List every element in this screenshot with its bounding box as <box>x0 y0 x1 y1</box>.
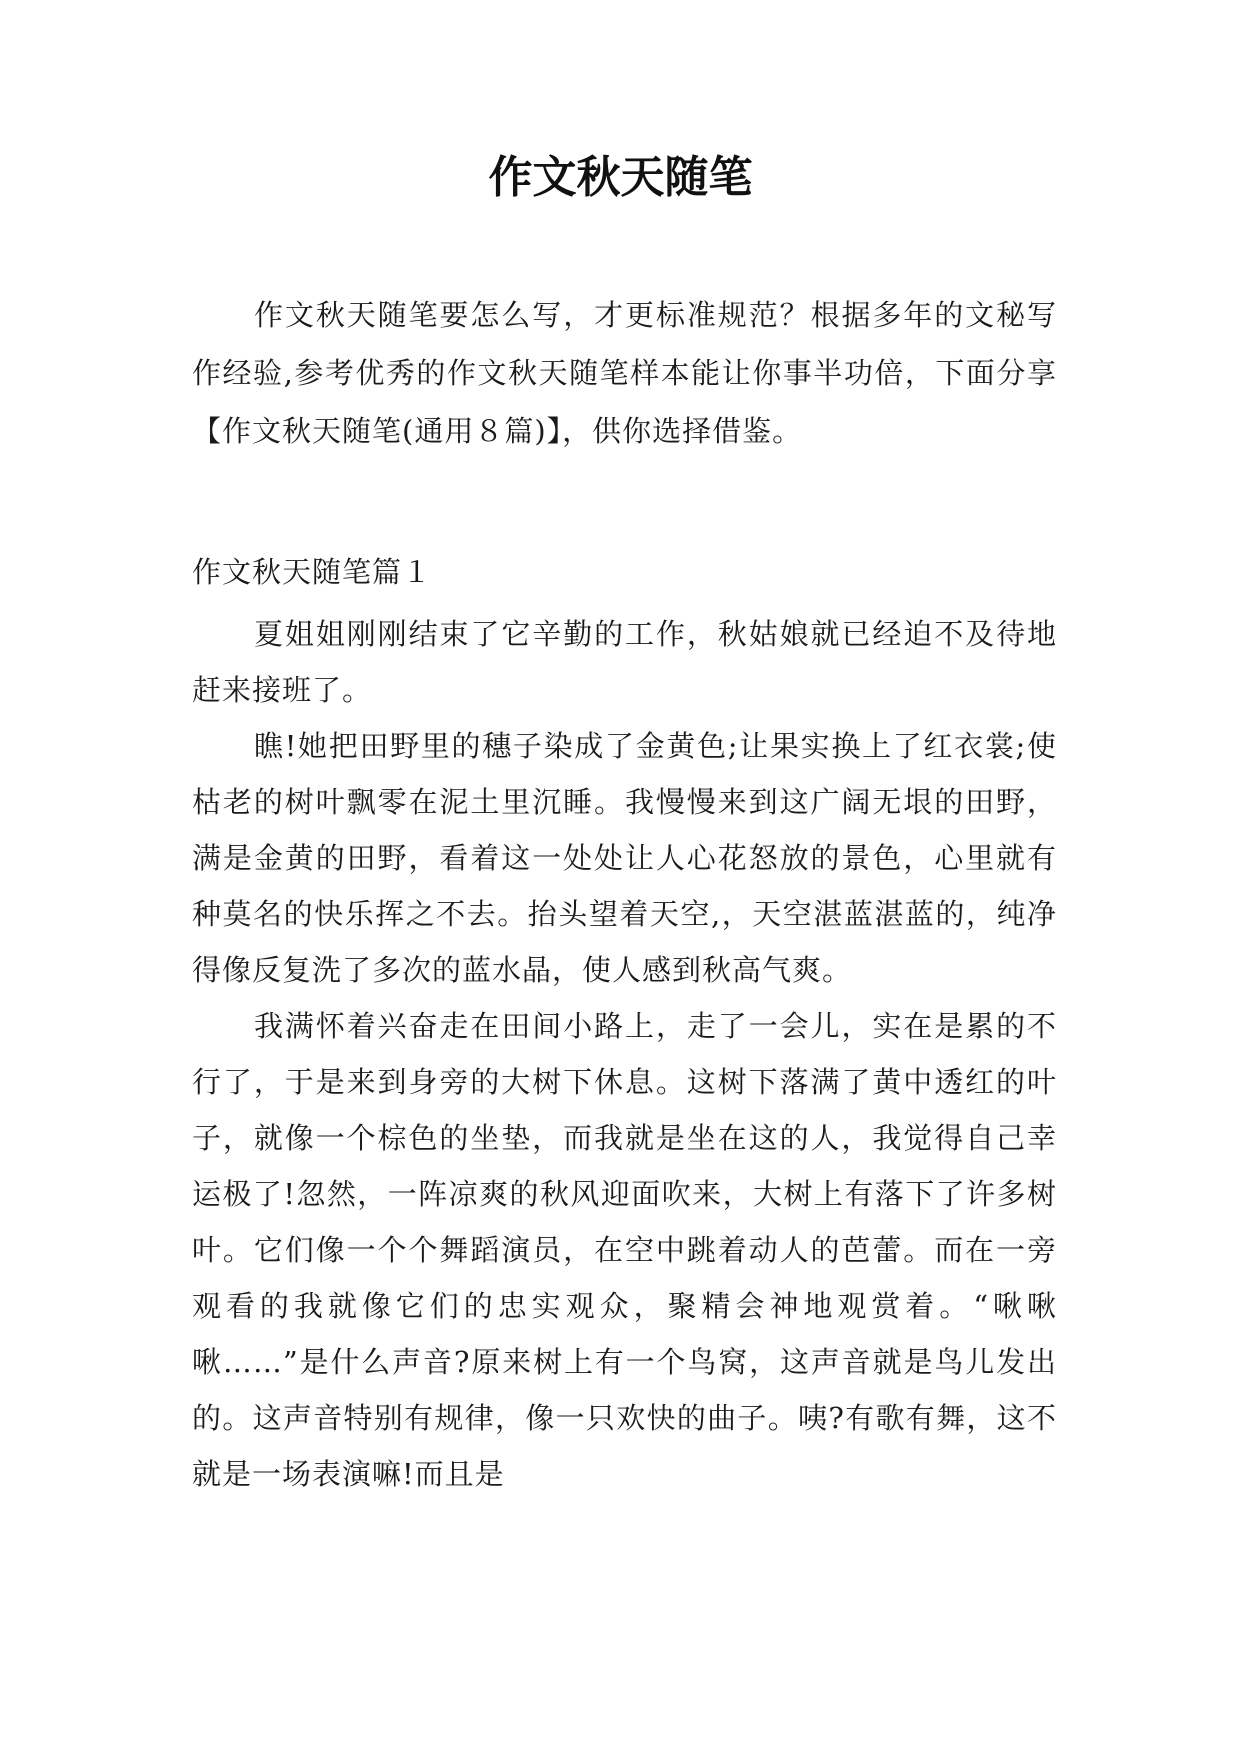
document-body <box>192 286 1057 1502</box>
document-title: 作文秋天随笔 <box>488 152 753 203</box>
body-paragraph: 夏姐姐刚刚结束了它辛勤的工作，秋姑娘就已经迫不及待地赶来接班了。 <box>192 617 1057 707</box>
body-paragraph: 瞧!她把田野里的穗子染成了金黄色;让果实换上了红衣裳;使枯老的树叶飘零在泥土里沉睡。我慢慢来到这广阔无垠的田野，满是金黄的田野，看着这一处处让人心花怒放的景色，心里就有种莫名的快乐挥之不去。抬头望着天空,，天空湛蓝湛蓝的，纯净得像反复洗了多次的蓝水晶，使人感到秋高气爽。 <box>192 729 1057 987</box>
section-heading: 作文秋天随笔篇１ <box>192 555 433 589</box>
intro-paragraph: 作文秋天随笔要怎么写，才更标准规范？根据多年的文秘写作经验,参考优秀的作文秋天随笔样本能让你事半功倍，下面分享【作文秋天随笔(通用８篇)】，供你选择借鉴。 <box>192 298 1057 448</box>
body-paragraph: 我满怀着兴奋走在田间小路上，走了一会儿，实在是累的不行了，于是来到身旁的大树下休息。这树下落满了黄中透红的叶子，就像一个棕色的坐垫，而我就是坐在这的人，我觉得自己幸运极了!忽然，一阵凉爽的秋风迎面吹来，大树上有落下了许多树叶。它们像一个个舞蹈演员，在空中跳着动人的芭蕾。而在一旁观看的我就像它们的忠实观众，聚精会神地观赏着。“啾啾啾……”是什么声音?原来树上有一个鸟窝，这声音就是鸟儿发出的。这声音特别有规律，像一只欢快的曲子。咦?有歌有舞，这不就是一场表演嘛!而且是 <box>192 1009 1057 1491</box>
